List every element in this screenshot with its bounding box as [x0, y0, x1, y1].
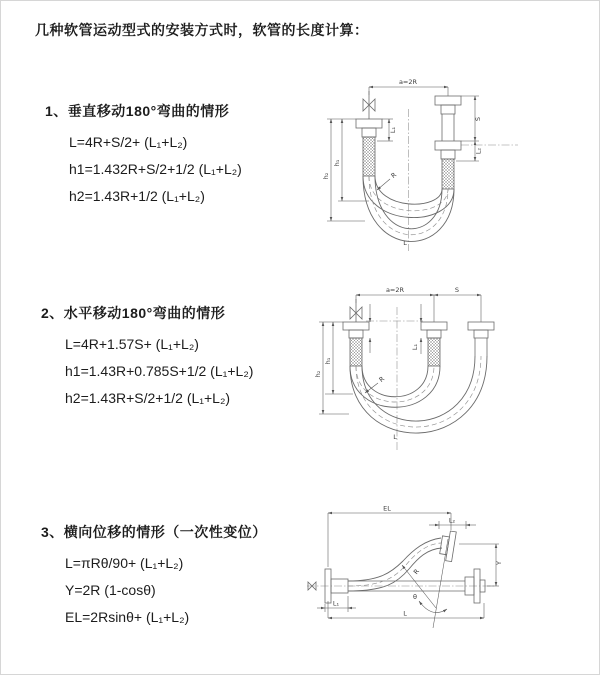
section-lateral-displacement [41, 522, 267, 631]
label-l1: L₁ [411, 343, 419, 351]
radius-callout [365, 375, 386, 393]
right-flange-upper [435, 96, 461, 114]
dim-a2r [369, 78, 448, 96]
label-h2: h₂ [314, 370, 322, 378]
dim-l [328, 601, 484, 618]
hose-u-bend [350, 356, 487, 433]
label-h1: h₁ [333, 159, 341, 167]
label-l-total: L [393, 433, 397, 441]
angle-theta [413, 593, 447, 613]
section-1-heading: 1、垂直移动180°弯曲的情形 [45, 103, 230, 119]
dim-el [328, 505, 451, 568]
diagram-horizontal-180-bend [311, 279, 591, 469]
radius-callout [377, 171, 398, 190]
label-s: S [474, 116, 482, 122]
label-r: R [389, 170, 399, 180]
label-r: R [411, 567, 421, 577]
label-s: S [454, 286, 460, 294]
label-a2r: a=2R [385, 286, 405, 294]
braided-hose-section [428, 338, 440, 366]
valve-icon [363, 91, 375, 119]
valve-icon [350, 299, 362, 322]
dim-s [456, 96, 483, 161]
right-flange-lower [435, 141, 461, 159]
braided-hose-section [442, 159, 454, 189]
left-flange [356, 119, 382, 137]
dim-l2 [429, 517, 476, 530]
label-l-total: L [403, 239, 407, 247]
radius-callout [402, 539, 448, 628]
label-theta: θ [413, 593, 417, 601]
diagram-vertical-180-bend [311, 71, 591, 261]
label-l2: L₂ [474, 147, 483, 155]
formula-line: h1=1.432R+S/2+1/2 (L₁+L₂) [69, 161, 242, 177]
formula-line: h2=1.43R+1/2 (L₁+L₂) [69, 188, 205, 204]
formula-line: Y=2R (1-cosθ) [65, 582, 156, 598]
left-flange [343, 322, 369, 338]
label-l1: L₁ [332, 599, 340, 608]
label-l1: L₁ [389, 126, 397, 134]
dim-h1-h2 [314, 322, 353, 414]
dim-l1 [317, 596, 356, 612]
label-l-total: L [403, 609, 407, 618]
formula-line: h1=1.43R+0.785S+1/2 (L₁+L₂) [65, 363, 254, 379]
formula-line: L=4R+1.57S+ (L₁+L₂) [65, 336, 199, 352]
label-h2: h₂ [322, 172, 330, 180]
braided-hose-section [350, 338, 362, 366]
formula-line: L=πRθ/90+ (L₁+L₂) [65, 555, 184, 571]
page-title: 几种软管运动型式的安装方式时，软管的长度计算： [35, 22, 369, 38]
braided-hose-section [363, 137, 375, 176]
formula-line: EL=2Rsinθ+ (L₁+L₂) [65, 609, 190, 625]
dim-l1 [370, 304, 421, 354]
diagram-lateral-displacement [299, 501, 599, 661]
label-a2r: a=2R [398, 78, 418, 86]
label-l2: L₂ [448, 516, 456, 525]
label-el: EL [383, 504, 391, 513]
section-3-heading: 3、横向位移的情形（一次性变位） [41, 524, 267, 540]
formula-line: L=4R+S/2+ (L₁+L₂) [69, 134, 188, 150]
section-vertical-180 [45, 101, 242, 210]
upper-flange-tilted [439, 530, 457, 562]
section-horizontal-180 [41, 303, 253, 412]
label-r: R [377, 374, 387, 384]
dim-l1 [377, 119, 397, 141]
label-h1: h₁ [324, 357, 332, 365]
formula-line: h2=1.43R+S/2+1/2 (L₁+L₂) [65, 390, 231, 406]
section-2-heading: 2、水平移动180°弯曲的情形 [41, 305, 226, 321]
right-flange-ghost [468, 322, 494, 356]
middle-flange [421, 322, 447, 338]
label-y: Y [495, 561, 503, 565]
dim-a2r [356, 286, 481, 322]
hose-s-curve [348, 538, 442, 591]
